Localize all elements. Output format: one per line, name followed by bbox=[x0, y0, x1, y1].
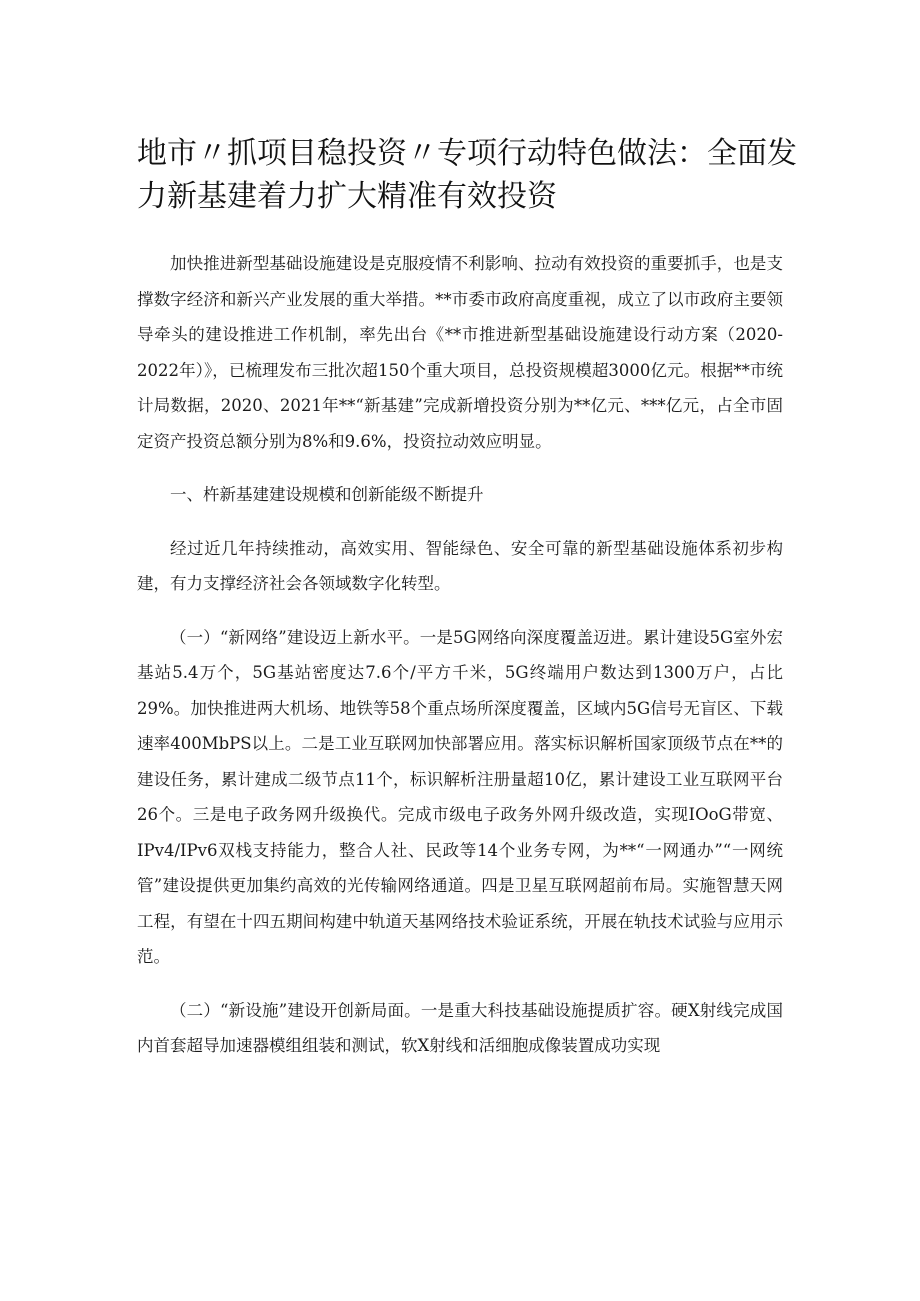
paragraph-new-network: （一）“新网络”建设迈上新水平。一是5G网络向深度覆盖迈进。累计建设5G室外宏基站5.4万个，5G基站密度达7.6个/平方千米，5G终端用户数达到1300万户，占比29%。加快推进两大机场、地铁等58个重点场所深度覆盖，区域内5G信号无盲区、下载速率400MbPS以上。二是工业互联网加快部署应用。落实标识解析国家顶级节点在**的建设任务，累计建成二级节点11个，标识解析注册量超10亿，累计建设工业互联网平台26个。三是电子政务网升级换代。完成市级电子政务外网升级改造，实现IOoG带宽、IPv4/IPv6双栈支持能力，整合人社、民政等14个业务专网，为**“一网通办”“一网统管”建设提供更加集约高效的光传输网络通道。四是卫星互联网超前布局。实施智慧天网工程，有望在十四五期间构建中轨道天基网络技术验证系统，开展在轨技术试验与应用示范。 bbox=[137, 627, 783, 966]
paragraph-section-1-summary: 经过近几年持续推动，高效实用、智能绿色、安全可靠的新型基础设施体系初步构建，有力支撑经济社会各领域数字化转型。 bbox=[137, 538, 783, 593]
section-heading-1: 一、杵新基建建设规模和创新能级不断提升 bbox=[170, 485, 484, 504]
document-body bbox=[137, 246, 783, 1064]
paragraph-intro: 加快推进新型基础设施建设是克服疫情不利影响、拉动有效投资的重要抓手，也是支撑数字经济和新兴产业发展的重大举措。**市委市政府高度重视，成立了以市政府主要领导牵头的建设推进工作机制，率先出台《**市推进新型基础设施建设行动方案（2020-2022年）》，已梳理发布三批次超150个重大项目，总投资规模超3000亿元。根据**市统计局数据，2020、2021年**“新基建”完成新增投资分别为**亿元、***亿元，占全市固定资产投资总额分别为8%和9.6%，投资拉动效应明显。 bbox=[137, 254, 783, 451]
document-title: 地市〃抓项目稳投资〃专项行动特色做法：全面发力新基建着力扩大精准有效投资 bbox=[137, 136, 797, 214]
paragraph-new-facilities: （二）“新设施”建设开创新局面。一是重大科技基础设施提质扩容。硬X射线完成国内首套超导加速器模组组装和测试，软X射线和活细胞成像装置成功实现 bbox=[137, 1000, 783, 1055]
